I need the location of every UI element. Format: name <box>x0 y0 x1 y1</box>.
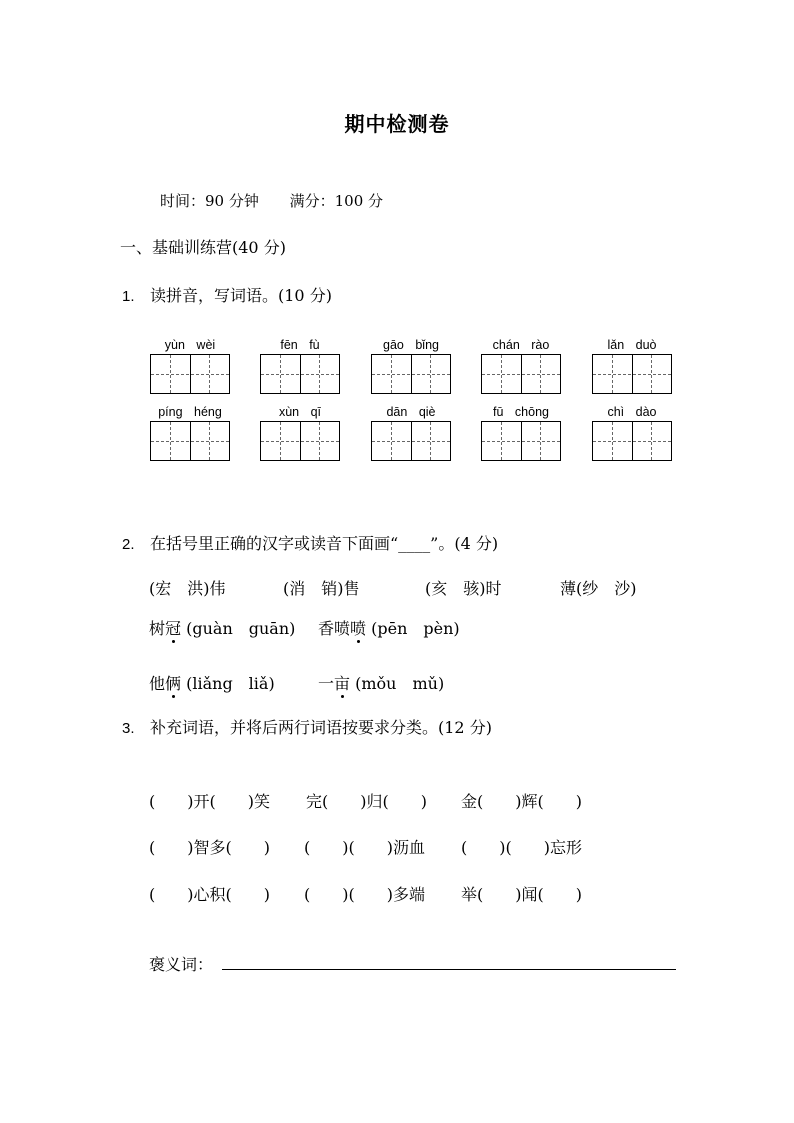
choice-item[interactable]: (消 销)售 <box>283 579 360 598</box>
writing-box[interactable] <box>592 421 672 461</box>
pinyin-cell <box>150 337 230 353</box>
exam-meta <box>160 190 383 211</box>
choice-item[interactable]: (宏 洪)伟 <box>149 579 226 598</box>
pinyin-cell <box>371 404 451 420</box>
fill-label: 褒义词： <box>149 955 214 974</box>
pinyin-cell <box>371 337 451 353</box>
writing-box[interactable] <box>150 354 230 394</box>
choice-item[interactable]: 树冠 (guàn guān) <box>149 616 295 639</box>
page-title: 期中检测卷 <box>344 112 450 136</box>
idiom-fill[interactable]: ( )开( )笑 <box>149 792 270 811</box>
choice-item[interactable]: 一亩 (mǒu mǔ) <box>318 671 444 694</box>
pinyin-cell <box>150 404 230 420</box>
idiom-fill[interactable]: ( )( )忘形 <box>461 838 582 857</box>
idiom-fill[interactable]: 完( )归( ) <box>306 792 427 811</box>
idiom-fill[interactable]: ( )( )多端 <box>304 885 425 904</box>
question-number: 2. <box>122 536 135 553</box>
pinyin-label: fēn fù <box>280 338 320 352</box>
choice-item[interactable]: (亥 骇)时 <box>425 579 502 598</box>
writing-box[interactable] <box>481 354 561 394</box>
pinyin-cell <box>260 404 340 420</box>
idiom-fill[interactable]: ( )心积( ) <box>149 885 270 904</box>
dotted-char: 冠 <box>165 616 181 639</box>
pinyin-label: chán rào <box>492 338 550 352</box>
pinyin-cell <box>481 404 561 420</box>
choice-item[interactable]: 他俩 (liǎng liǎ) <box>149 671 275 694</box>
writing-box[interactable] <box>150 421 230 461</box>
pinyin-label: chì dào <box>607 405 657 419</box>
idiom-fill[interactable]: ( )( )沥血 <box>304 838 425 857</box>
pinyin-label: yùn wèi <box>164 338 216 352</box>
pinyin-label: fū chōng <box>493 405 549 419</box>
question-text: 补充词语，并将后两行词语按要求分类。(12 分) <box>150 718 492 737</box>
idiom-fill[interactable]: 举( )闻( ) <box>461 885 582 904</box>
pinyin-cell <box>592 337 672 353</box>
question-text: 在括号里正确的汉字或读音下面画“____”。(4 分) <box>150 534 499 553</box>
choice-item[interactable]: 香喷喷 (pēn pèn) <box>318 616 460 639</box>
pinyin-label: píng héng <box>158 405 222 419</box>
answer-line[interactable] <box>222 969 676 970</box>
question-2 <box>122 531 498 554</box>
section-heading: 一、基础训练营(40 分) <box>120 238 286 257</box>
writing-box[interactable] <box>371 354 451 394</box>
dotted-char: 亩 <box>334 671 350 694</box>
writing-box[interactable] <box>592 354 672 394</box>
question-text: 读拼音，写词语。(10 分) <box>150 286 332 305</box>
dotted-char: 俩 <box>165 671 181 694</box>
choice-item[interactable]: 薄(纱 沙) <box>560 579 637 598</box>
pinyin-label: gāo bǐng <box>383 338 439 352</box>
pinyin-label: xùn qī <box>278 405 322 419</box>
question-3 <box>122 715 492 738</box>
dotted-char: 喷 <box>350 616 366 639</box>
question-number: 3. <box>122 720 135 737</box>
pinyin-cell <box>260 337 340 353</box>
idiom-fill[interactable]: 金( )辉( ) <box>461 792 582 811</box>
pinyin-label: lǎn duò <box>607 338 657 352</box>
pinyin-label: dān qiè <box>386 405 436 419</box>
question-1 <box>122 283 332 306</box>
exam-score: 满分：100 分 <box>289 192 384 210</box>
pinyin-cell <box>481 337 561 353</box>
question-number: 1. <box>122 288 135 305</box>
writing-box[interactable] <box>481 421 561 461</box>
writing-box[interactable] <box>260 354 340 394</box>
pinyin-cell <box>592 404 672 420</box>
exam-time: 时间：90 分钟 <box>160 192 259 210</box>
writing-box[interactable] <box>371 421 451 461</box>
idiom-fill[interactable]: ( )智多( ) <box>149 838 270 857</box>
writing-box[interactable] <box>260 421 340 461</box>
